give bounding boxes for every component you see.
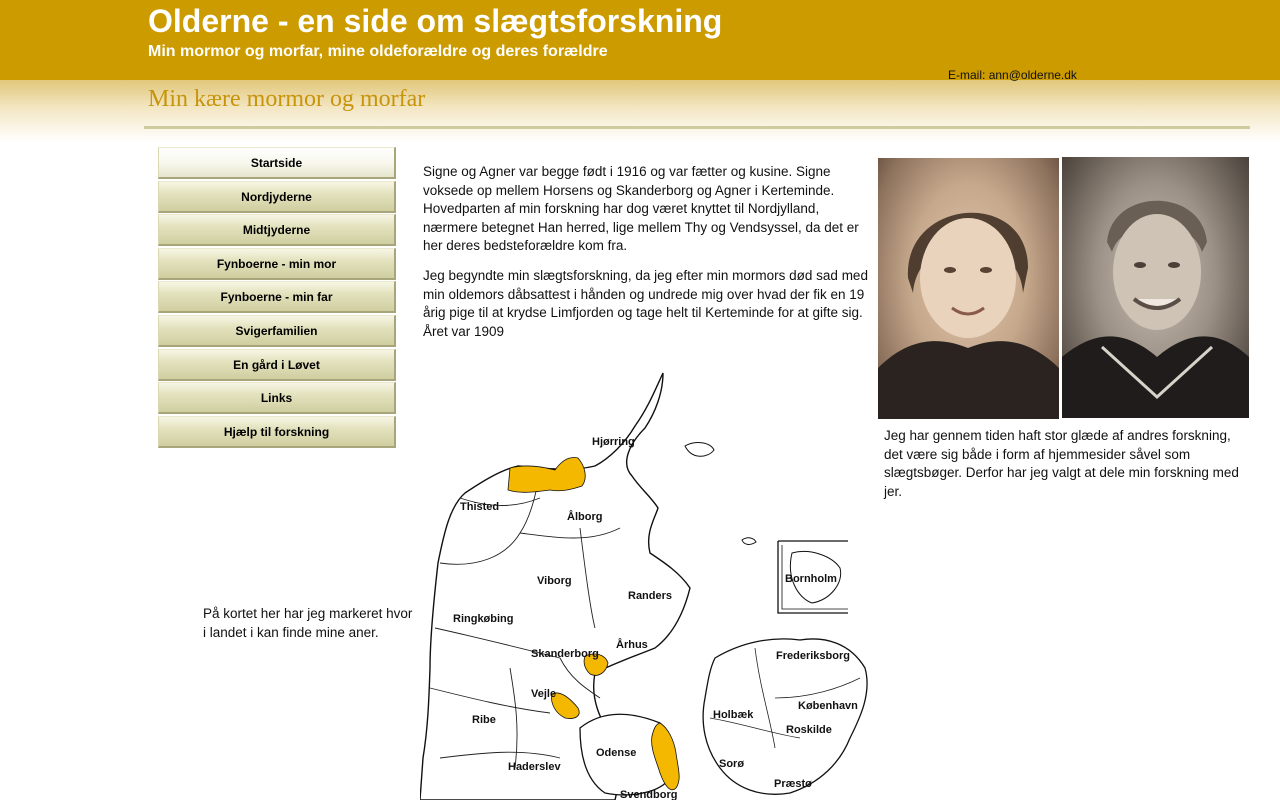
map-label: Ringkøbing [453, 613, 514, 625]
map-note: På kortet her har jeg markeret hvor i landet i kan finde mine aner. [203, 606, 413, 640]
nav-item-svigerfamilien[interactable]: Svigerfamilien [158, 315, 396, 347]
intro-paragraph: Signe og Agner var begge født i 1916 og var fætter og kusine. Signe voksede op mellem Horsens og Skanderborg og Agner i Kerteminde. Hovedparten af min forskning har dog været knyttet til Nordjylland, nærmere betegnet Han herred, lige mellem Thy og Vendsyssel, da det er her deres bedsteforældre kom fra. [423, 164, 859, 254]
map-label: Ribe [472, 714, 496, 726]
map-label: Frederiksborg [776, 650, 850, 662]
nav-item-nordjyderne[interactable]: Nordjyderne [158, 181, 396, 213]
page-heading: Min kære mormor og morfar [148, 86, 426, 112]
map-label: Odense [596, 747, 637, 759]
nav-item-hjaelp-til-forskning[interactable]: Hjælp til forskning [158, 416, 396, 448]
map-label: København [798, 700, 858, 712]
map-label: Sorø [719, 758, 745, 770]
map-label: Århus [616, 639, 648, 651]
nav-item-fynboerne-min-far[interactable]: Fynboerne - min far [158, 281, 396, 313]
map-label: Roskilde [786, 724, 832, 736]
portrait-photo-agner [1062, 157, 1249, 418]
heading-divider [144, 126, 1250, 129]
site-subtitle: Min mormor og morfar, mine oldeforældre og deres forældre [148, 43, 608, 60]
map-label: Hjørring [592, 436, 635, 448]
island-outline [685, 443, 714, 457]
photo-caption: Jeg har gennem tiden haft stor glæde af andres forskning, det være sig både i form af hjemmesider såvel som slægtsbøger. Derfor har jeg valgt at dele min forskning med jer. [884, 428, 1239, 499]
nav-item-en-gaard-i-loevet[interactable]: En gård i Løvet [158, 349, 396, 381]
email-label: E-mail: [948, 68, 986, 82]
map-label: Ålborg [567, 511, 603, 523]
map-label: Viborg [537, 575, 572, 587]
nav-item-fynboerne-min-mor[interactable]: Fynboerne - min mor [158, 248, 396, 280]
intro-text [423, 163, 868, 352]
map-label: Randers [628, 590, 673, 602]
map-label: Bornholm [785, 573, 837, 585]
site-title: Olderne - en side om slægtsforskning [148, 3, 723, 39]
map-label: Holbæk [713, 709, 754, 721]
map-label: Haderslev [508, 761, 561, 773]
email-link[interactable]: ann@olderne.dk [988, 68, 1077, 82]
email-line [948, 68, 1077, 82]
island-outline [742, 538, 756, 545]
nav-item-links[interactable]: Links [158, 382, 396, 414]
denmark-map [420, 368, 875, 800]
map-label: Thisted [460, 501, 500, 513]
highlight-han-herred [508, 458, 585, 493]
map-label: Skanderborg [531, 648, 599, 660]
intro-paragraph: Jeg begyndte min slægtsforskning, da jeg efter min mormors død sad med min oldemors dåbsattest i hånden og undrede mig over hvad der fik en 19 årig pige til at krydse Limfjorden og tage helt til Kerteminde for at gifte sig. Året var 1909 [423, 267, 868, 339]
main-nav [158, 147, 396, 449]
nav-item-midtjyderne[interactable]: Midtjyderne [158, 214, 396, 246]
nav-item-startside[interactable]: Startside [158, 147, 396, 179]
map-label: Svendborg [620, 789, 678, 800]
portrait-photo-signe [878, 158, 1059, 419]
map-label: Vejle [531, 688, 557, 700]
map-label: Præstø [774, 778, 812, 790]
